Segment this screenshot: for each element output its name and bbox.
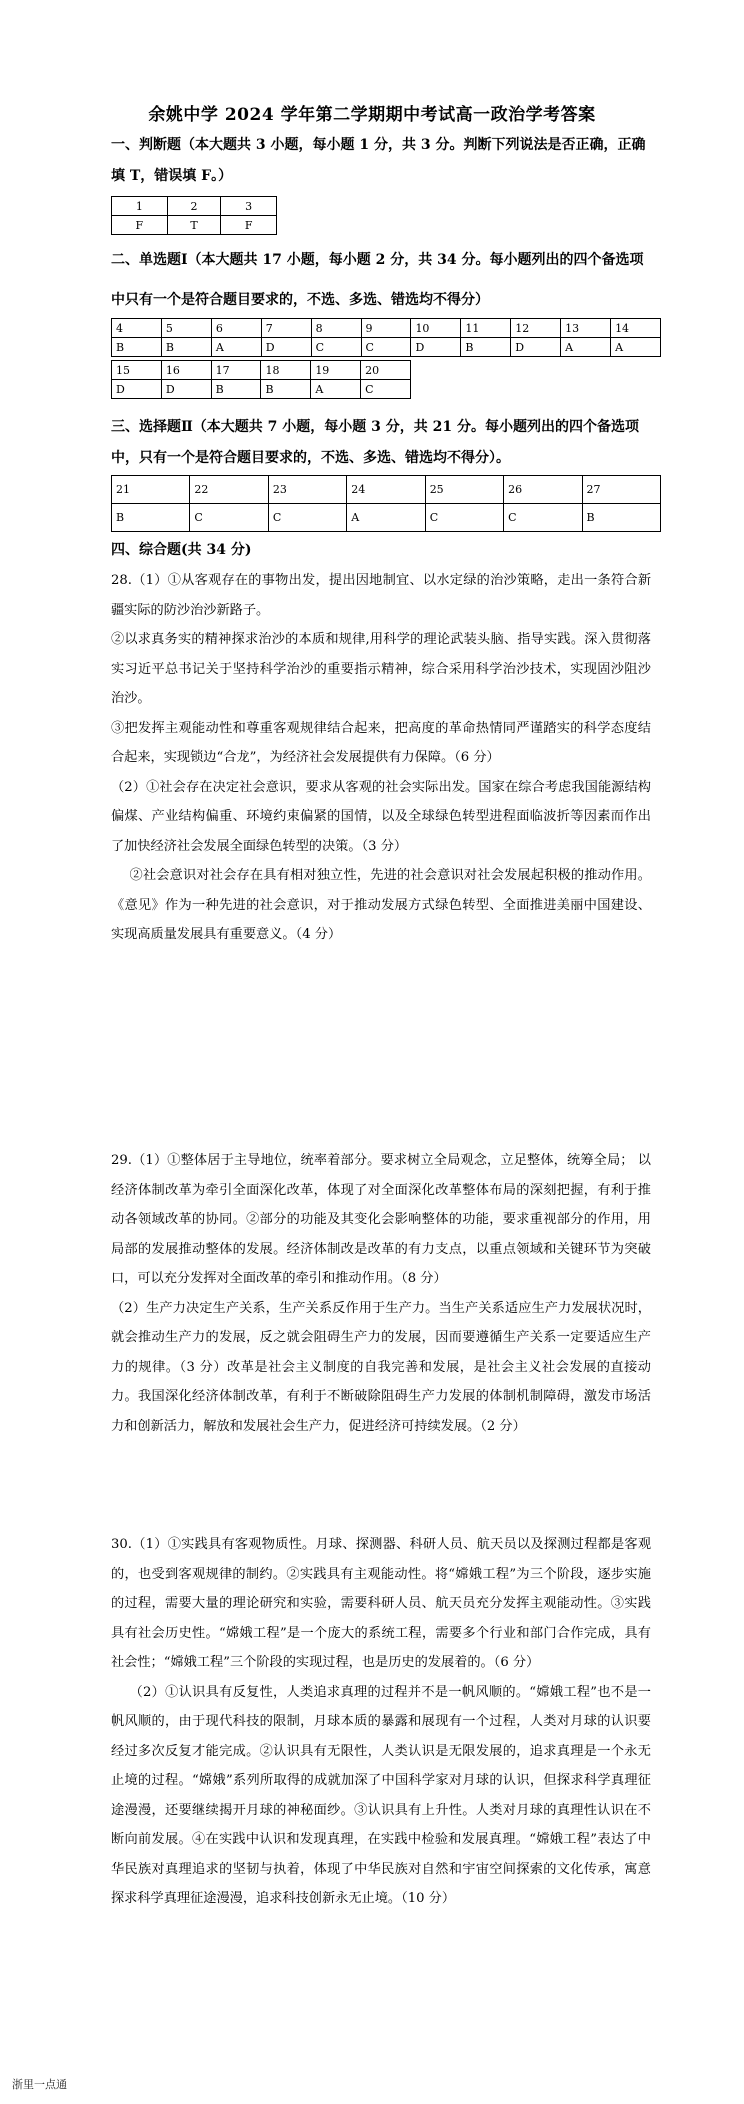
table-cell: C <box>268 504 346 532</box>
section2-table-row1 <box>111 318 661 357</box>
section2-table-row2 <box>111 360 411 399</box>
q29-part1: 29.（1）①整体居于主导地位，统率着部分。要求树立全局观念，立足整体，统筹全局； 以经济体制改革为牵引全面深化改革，体现了对全面深化改革整体布局的深刻把握，有利于推动各领域改革的协同。②部分的功能及其变化会影响整体的功能，要求重视部分的作用，用局部的发展推动整体的发展。经济体制改是改革的有力支点，以重点领域和关键环节为突破口，可以充分发挥对全面改革的牵引和推动作用。（8 分） <box>111 1153 651 1286</box>
table-cell: D <box>112 380 162 399</box>
table-cell: A <box>211 338 261 357</box>
section4-heading: 四、综合题(共 34 分) <box>111 542 252 558</box>
table-cell: A <box>561 338 611 357</box>
table-row <box>112 338 661 357</box>
table-cell: C <box>361 380 411 399</box>
table-cell: D <box>511 338 561 357</box>
q30-part2: （2）①认识具有反复性，人类追求真理的过程并不是一帆风顺的。“嫦娥工程”也不是一帆风顺的，由于现代科技的限制，月球本质的暴露和展现有一个过程，人类对月球的认识要经过多次反复才能完成。②认识具有无限性，人类认识是无限发展的，追求真理是一个永无止境的过程。“嫦娥”系列所取得的成就加深了中国科学家对月球的认识，但探求科学真理征途漫漫，还要继续揭开月球的神秘面纱。③认识具有上升性。人类对月球的真理性认识在不断向前发展。④在实践中认识和发现真理，在实践中检验和发展真理。“嫦娥工程”表达了中华民族对真理追求的坚韧与执着，体现了中华民族对自然和宇宙空间探索的文化传承，寓意探求科学真理征途漫漫，追求科技创新永无止境。（10 分） <box>111 1684 651 1906</box>
table-cell: 18 <box>261 361 311 380</box>
section3-table <box>111 475 661 532</box>
table-cell: 26 <box>504 476 582 504</box>
table-cell: B <box>582 504 660 532</box>
table-cell: C <box>361 338 411 357</box>
table-cell: 27 <box>582 476 660 504</box>
table-cell: 5 <box>161 319 211 338</box>
q30-answer <box>111 1530 651 1914</box>
table-cell: 25 <box>425 476 503 504</box>
table-cell: F <box>112 216 168 235</box>
table-cell: C <box>425 504 503 532</box>
q29-part2: （2）生产力决定生产关系，生产关系反作用于生产力。当生产关系适应生产力发展状况时，就会推动生产力的发展，反之就会阻碍生产力的发展，因而要遵循生产关系一定要适应生产力的规律。（3 分）改革是社会主义制度的自我完善和发展，是社会主义社会发展的直接动力。我国深化经济体制改革，有利于不断破除阻碍生产力发展的体制机制障碍，激发市场活力和创新活力，解放和发展社会生产力，促进经济可持续发展。（2 分） <box>111 1300 651 1434</box>
section3-heading: 三、选择题Ⅱ（本大题共 7 小题，每小题 3 分，共 21 分。每小题列出的四个备选项中，只有一个是符合题目要求的，不选、多选、错选均不得分）。 <box>111 419 640 466</box>
q28-part1-point3: ③把发挥主观能动性和尊重客观规律结合起来，把高度的革命热情同严谨踏实的科学态度结合起来，实现锁边“合龙”，为经济社会发展提供有力保障。（6 分） <box>111 720 651 765</box>
table-row <box>112 197 277 216</box>
table-cell: D <box>161 380 211 399</box>
table-cell: C <box>504 504 582 532</box>
table-cell: 17 <box>211 361 261 380</box>
table-cell: 1 <box>112 197 168 216</box>
table-cell: 9 <box>361 319 411 338</box>
table-cell: 14 <box>611 319 661 338</box>
table-cell: 22 <box>190 476 268 504</box>
table-cell: 21 <box>112 476 190 504</box>
table-cell: A <box>311 380 361 399</box>
table-cell: 20 <box>361 361 411 380</box>
table-cell: B <box>161 338 211 357</box>
table-cell: 23 <box>268 476 346 504</box>
table-cell: C <box>190 504 268 532</box>
table-cell: 15 <box>112 361 162 380</box>
table-cell: 7 <box>261 319 311 338</box>
table-row <box>112 504 661 532</box>
table-cell: D <box>411 338 461 357</box>
q28-part1-point2: ②以求真务实的精神探求治沙的本质和规律,用科学的理论武装头脑、指导实践。深入贯彻落实习近平总书记关于坚持科学治沙的重要指示精神，综合采用科学治沙技术，实现固沙阻沙治沙。 <box>111 632 651 706</box>
section1-table <box>111 196 277 235</box>
table-cell: 12 <box>511 319 561 338</box>
q30-part1: 30.（1）①实践具有客观物质性。月球、探测器、科研人员、航天员以及探测过程都是客观的，也受到客观规律的制约。②实践具有主观能动性。将“嫦娥工程”为三个阶段，逐步实施的过程，需要大量的理论研究和实验，需要科研人员、航天员充分发挥主观能动性。③实践具有社会历史性。“嫦娥工程”是一个庞大的系统工程，需要多个行业和部门合作完成，具有社会性；“嫦娥工程”三个阶段的实现过程，也是历史的发展着的。（6 分） <box>111 1537 651 1670</box>
footer-watermark: 浙里一点通 <box>12 2078 67 2091</box>
q28-answer <box>111 566 651 950</box>
table-cell: 11 <box>461 319 511 338</box>
q28-part2-point2: ②社会意识对社会存在具有相对独立性，先进的社会意识对社会发展起积极的推动作用。《意见》作为一种先进的社会意识，对于推动发展方式绿色转型、全面推进美丽中国建设、实现高质量发展具有重要意义。（4 分） <box>111 868 651 942</box>
table-cell: B <box>112 504 190 532</box>
table-row <box>112 216 277 235</box>
table-cell: A <box>347 504 425 532</box>
table-row <box>112 380 411 399</box>
table-row <box>112 319 661 338</box>
table-cell: 16 <box>161 361 211 380</box>
table-row <box>112 476 661 504</box>
table-cell: B <box>112 338 162 357</box>
section1-heading: 一、判断题（本大题共 3 小题，每小题 1 分，共 3 分。判断下列说法是否正确，正确填 T，错误填 F。） <box>111 137 646 184</box>
table-cell: C <box>311 338 361 357</box>
table-cell: 24 <box>347 476 425 504</box>
q28-part1-point1: 28.（1）①从客观存在的事物出发，提出因地制宜、以水定绿的治沙策略，走出一条符合新疆实际的防沙治沙新路子。 <box>111 573 651 618</box>
q28-part2-point1: （2）①社会存在决定社会意识，要求从客观的社会实际出发。国家在综合考虑我国能源结构偏煤、产业结构偏重、环境约束偏紧的国情，以及全球绿色转型进程面临波折等因素而作出了加快经济社会发展全面绿色转型的决策。（3 分） <box>111 779 651 854</box>
table-cell: 4 <box>112 319 162 338</box>
page-title: 余姚中学 2024 学年第二学期期中考试高一政治学考答案 <box>148 105 596 125</box>
table-cell: F <box>221 216 277 235</box>
table-cell: 19 <box>311 361 361 380</box>
table-cell: B <box>461 338 511 357</box>
table-cell: 2 <box>167 197 221 216</box>
q29-answer <box>111 1146 651 1441</box>
table-cell: B <box>261 380 311 399</box>
table-cell: 13 <box>561 319 611 338</box>
table-cell: A <box>611 338 661 357</box>
table-cell: 3 <box>221 197 277 216</box>
table-cell: B <box>211 380 261 399</box>
table-cell: T <box>167 216 221 235</box>
table-row <box>112 361 411 380</box>
table-cell: D <box>261 338 311 357</box>
table-cell: 6 <box>211 319 261 338</box>
section2-heading: 二、单选题Ⅰ（本大题共 17 小题，每小题 2 分，共 34 分。每小题列出的四个备选项中只有一个是符合题目要求的，不选、多选、错选均不得分） <box>111 252 644 308</box>
table-cell: 10 <box>411 319 461 338</box>
table-cell: 8 <box>311 319 361 338</box>
